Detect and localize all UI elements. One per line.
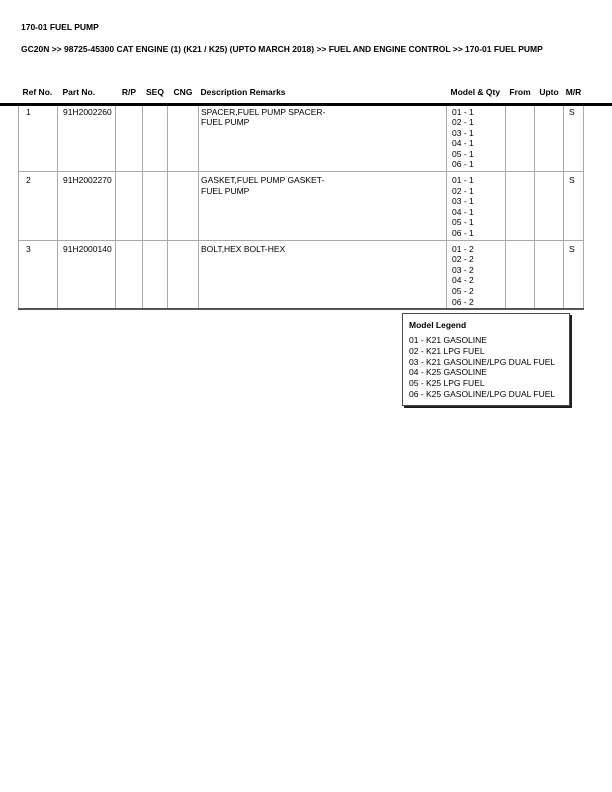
column-header-cng: CNG bbox=[173, 86, 193, 97]
model-legend-items bbox=[409, 335, 565, 400]
cell-ref: 1 bbox=[19, 103, 58, 172]
parts-table-body bbox=[19, 103, 584, 309]
parts-table bbox=[18, 84, 584, 310]
cell-from bbox=[506, 240, 535, 309]
column-header-mr: M/R bbox=[565, 86, 582, 97]
description-line: FUEL PUMP bbox=[201, 117, 250, 128]
cell-seq bbox=[143, 103, 168, 172]
cell-rp bbox=[116, 240, 143, 309]
table-row bbox=[19, 103, 584, 172]
cell-model bbox=[447, 240, 506, 309]
model-qty-line: 04 - 2 bbox=[452, 275, 474, 286]
model-qty-line: 04 - 1 bbox=[452, 206, 474, 217]
table-row bbox=[19, 172, 584, 241]
table-row bbox=[19, 240, 584, 309]
cell-ref: 2 bbox=[19, 172, 58, 241]
breadcrumb: GC20N >> 98725-45300 CAT ENGINE (1) (K21 / K25) (UPTO MARCH 2018) >> FUEL AND ENGINE CONTROL >> 170-01 FUEL PUMP bbox=[21, 44, 543, 54]
description-line: GASKET,FUEL PUMP GASKET- bbox=[201, 175, 325, 186]
cell-ref: 3 bbox=[19, 240, 58, 309]
cell-desc bbox=[199, 240, 447, 309]
model-qty-line: 02 - 2 bbox=[452, 254, 474, 265]
cell-part: 91H2002270 bbox=[58, 172, 116, 241]
model-qty-line: 02 - 1 bbox=[452, 185, 474, 196]
cell-desc bbox=[199, 172, 447, 241]
header-divider bbox=[0, 103, 612, 106]
cell-part: 91H2002260 bbox=[58, 103, 116, 172]
description-line: SPACER,FUEL PUMP SPACER- bbox=[201, 106, 326, 117]
cell-mr: S bbox=[564, 103, 584, 172]
cell-from bbox=[506, 103, 535, 172]
model-legend bbox=[402, 313, 570, 406]
cell-mr: S bbox=[564, 172, 584, 241]
cell-model bbox=[447, 103, 506, 172]
cell-upto bbox=[535, 103, 564, 172]
model-legend-item: 04 - K25 GASOLINE bbox=[409, 367, 487, 378]
model-qty-line: 03 - 1 bbox=[452, 127, 474, 138]
model-qty-line: 04 - 1 bbox=[452, 138, 474, 149]
cell-rp bbox=[116, 103, 143, 172]
column-header-desc: Description Remarks bbox=[200, 86, 286, 97]
cell-from bbox=[506, 172, 535, 241]
column-header-part: Part No. bbox=[62, 86, 96, 97]
cell-seq bbox=[143, 240, 168, 309]
cell-rp bbox=[116, 172, 143, 241]
model-qty-line: 03 - 1 bbox=[452, 196, 474, 207]
column-header-seq: SEQ bbox=[146, 86, 164, 97]
cell-mr: S bbox=[564, 240, 584, 309]
column-header-upto: Upto bbox=[539, 86, 559, 97]
model-qty-line: 05 - 1 bbox=[452, 148, 474, 159]
column-header-rp: R/P bbox=[121, 86, 137, 97]
model-qty-line: 05 - 1 bbox=[452, 217, 474, 228]
model-qty-line: 06 - 2 bbox=[452, 296, 474, 307]
model-legend-item: 05 - K25 LPG FUEL bbox=[409, 378, 485, 389]
model-qty-line: 06 - 1 bbox=[452, 228, 474, 239]
cell-part: 91H2000140 bbox=[58, 240, 116, 309]
column-header-ref: Ref No. bbox=[22, 86, 53, 97]
description-line: FUEL PUMP bbox=[201, 185, 250, 196]
cell-upto bbox=[535, 172, 564, 241]
model-qty-line: 03 - 2 bbox=[452, 264, 474, 275]
model-legend-item: 02 - K21 LPG FUEL bbox=[409, 345, 485, 356]
cell-cng bbox=[168, 240, 199, 309]
page-title: 170-01 FUEL PUMP bbox=[21, 22, 99, 32]
header-row bbox=[19, 84, 584, 103]
cell-model bbox=[447, 172, 506, 241]
parts-table-header bbox=[19, 84, 584, 103]
model-legend-item: 03 - K21 GASOLINE/LPG DUAL FUEL bbox=[409, 356, 556, 367]
model-qty-line: 01 - 2 bbox=[452, 243, 474, 254]
model-legend-item: 06 - K25 GASOLINE/LPG DUAL FUEL bbox=[409, 388, 556, 399]
cell-seq bbox=[143, 172, 168, 241]
column-header-model: Model & Qty bbox=[450, 86, 501, 97]
cell-cng bbox=[168, 172, 199, 241]
model-legend-item: 01 - K21 GASOLINE bbox=[409, 335, 487, 345]
model-qty-line: 02 - 1 bbox=[452, 117, 474, 128]
model-qty-line: 06 - 1 bbox=[452, 159, 474, 170]
model-qty-line: 05 - 2 bbox=[452, 286, 474, 296]
model-qty-line: 01 - 1 bbox=[452, 106, 474, 117]
cell-upto bbox=[535, 240, 564, 309]
model-qty-line: 01 - 1 bbox=[452, 175, 474, 186]
column-header-from: From bbox=[509, 86, 531, 97]
cell-desc bbox=[199, 103, 447, 172]
cell-cng bbox=[168, 103, 199, 172]
model-legend-title: Model Legend bbox=[409, 320, 467, 330]
description-line: BOLT,HEX BOLT-HEX bbox=[201, 243, 286, 254]
